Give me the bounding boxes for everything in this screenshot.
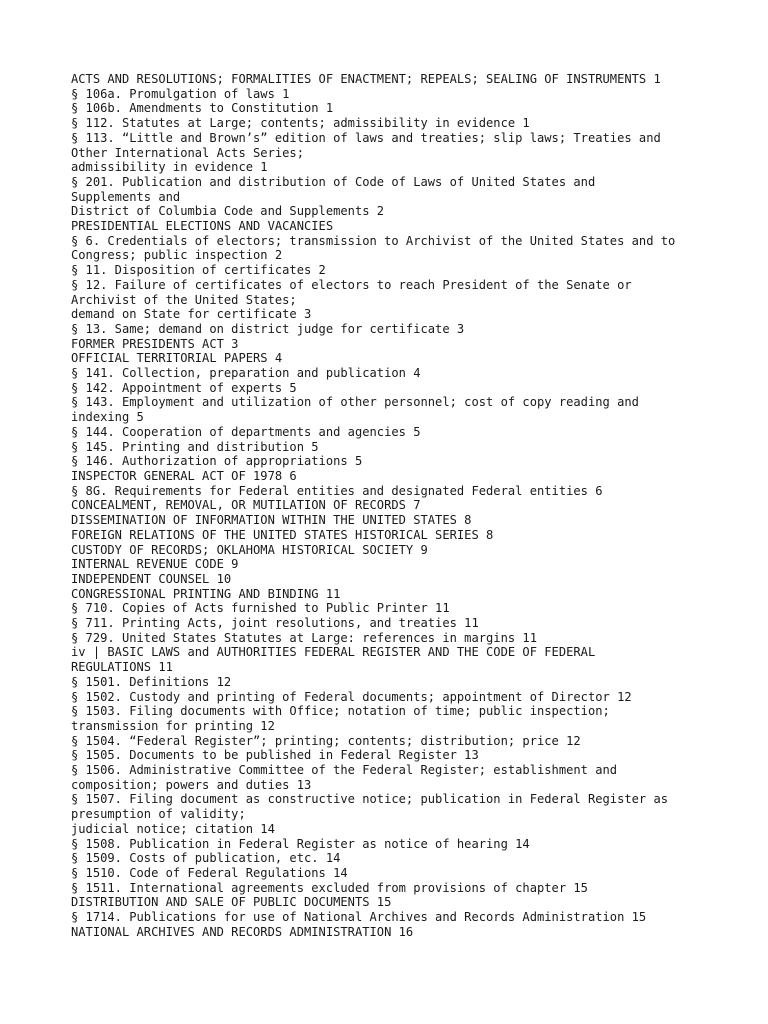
toc-entry-continuation: composition; powers and duties 13 [71, 777, 312, 792]
toc-entry: § 112. Statutes at Large; contents; admissibility in evidence 1 [71, 116, 530, 131]
toc-entry-continuation: Supplements and [71, 189, 181, 204]
toc-entry-continuation: admissibility in evidence 1 [71, 160, 268, 175]
toc-entry: § 1503. Filing documents with Office; notation of time; public inspection; [71, 704, 610, 719]
toc-entry-continuation: Congress; public inspection 2 [71, 248, 283, 263]
toc-heading: INSPECTOR GENERAL ACT OF 1978 6 [71, 468, 297, 483]
toc-heading: DISTRIBUTION AND SALE OF PUBLIC DOCUMENTS 15 [71, 895, 392, 910]
toc-entry-continuation: indexing 5 [71, 410, 144, 425]
toc-entry-continuation: transmission for printing 12 [71, 718, 275, 733]
toc-heading: DISSEMINATION OF INFORMATION WITHIN THE UNITED STATES 8 [71, 513, 472, 528]
toc-heading: CONCEALMENT, REMOVAL, OR MUTILATION OF RECORDS 7 [71, 498, 421, 513]
toc-entry: § 142. Appointment of experts 5 [71, 380, 297, 395]
toc-entry: § 1510. Code of Federal Regulations 14 [71, 865, 348, 880]
toc-heading: NATIONAL ARCHIVES AND RECORDS ADMINISTRATION 16 [71, 924, 414, 939]
toc-entry: § 1502. Custody and printing of Federal documents; appointment of Director 12 [71, 689, 632, 704]
toc-entry: § 13. Same; demand on district judge for certificate 3 [71, 321, 465, 336]
toc-entry-continuation: District of Columbia Code and Supplements 2 [71, 204, 385, 219]
toc-entry: § 141. Collection, preparation and publication 4 [71, 366, 421, 381]
toc-heading: ACTS AND RESOLUTIONS; FORMALITIES OF ENACTMENT; REPEALS; SEALING OF INSTRUMENTS 1 [71, 72, 661, 86]
toc-entry: § 710. Copies of Acts furnished to Public Printer 11 [71, 601, 450, 616]
toc-entry-continuation: presumption of validity; [71, 807, 246, 822]
toc-entry: § 1505. Documents to be published in Federal Register 13 [71, 748, 479, 763]
toc-entry-continuation: Archivist of the United States; [71, 292, 297, 307]
toc-entry: § 1509. Costs of publication, etc. 14 [71, 851, 341, 866]
toc-entry: § 1507. Filing document as constructive notice; publication in Federal Register as [71, 792, 669, 807]
toc-heading: INDEPENDENT COUNSEL 10 [71, 571, 232, 586]
table-of-contents [71, 72, 711, 939]
toc-entry: § 8G. Requirements for Federal entities and designated Federal entities 6 [71, 483, 603, 498]
toc-entry: § 1714. Publications for use of National Archives and Records Administration 15 [71, 910, 647, 925]
toc-heading: OFFICIAL TERRITORIAL PAPERS 4 [71, 351, 283, 366]
toc-entry: § 143. Employment and utilization of other personnel; cost of copy reading and [71, 395, 639, 410]
toc-heading: CUSTODY OF RECORDS; OKLAHOMA HISTORICAL SOCIETY 9 [71, 542, 428, 557]
toc-heading: PRESIDENTIAL ELECTIONS AND VACANCIES [71, 219, 334, 234]
toc-entry: § 1511. International agreements excluded from provisions of chapter 15 [71, 880, 588, 895]
toc-entry: § 106b. Amendments to Constitution 1 [71, 101, 334, 116]
toc-heading: CONGRESSIONAL PRINTING AND BINDING 11 [71, 586, 341, 601]
toc-entry: § 12. Failure of certificates of electors to reach President of the Senate or [71, 277, 632, 292]
toc-entry: § 6. Credentials of electors; transmission to Archivist of the United States and to [71, 233, 676, 248]
toc-entry-continuation: Other International Acts Series; [71, 145, 304, 160]
running-header-continuation: REGULATIONS 11 [71, 660, 173, 675]
toc-entry: § 144. Cooperation of departments and agencies 5 [71, 424, 421, 439]
toc-heading: INTERNAL REVENUE CODE 9 [71, 557, 239, 572]
toc-entry: § 145. Printing and distribution 5 [71, 439, 319, 454]
toc-entry: § 11. Disposition of certificates 2 [71, 263, 326, 278]
toc-entry: § 1504. “Federal Register”; printing; contents; distribution; price 12 [71, 733, 581, 748]
toc-entry: § 146. Authorization of appropriations 5 [71, 454, 363, 469]
toc-entry: § 106a. Promulgation of laws 1 [71, 86, 290, 101]
toc-heading: FOREIGN RELATIONS OF THE UNITED STATES HISTORICAL SERIES 8 [71, 527, 494, 542]
toc-entry: § 729. United States Statutes at Large: references in margins 11 [71, 630, 537, 645]
toc-entry-continuation: judicial notice; citation 14 [71, 821, 275, 836]
running-header: iv | BASIC LAWS and AUTHORITIES FEDERAL REGISTER AND THE CODE OF FEDERAL [71, 645, 596, 660]
toc-heading: FORMER PRESIDENTS ACT 3 [71, 336, 239, 351]
toc-entry-continuation: demand on State for certificate 3 [71, 307, 312, 322]
toc-entry: § 1508. Publication in Federal Register as notice of hearing 14 [71, 836, 530, 851]
toc-entry: § 201. Publication and distribution of Code of Laws of United States and [71, 174, 596, 189]
toc-entry: § 1501. Definitions 12 [71, 674, 232, 689]
toc-entry: § 711. Printing Acts, joint resolutions, and treaties 11 [71, 616, 479, 631]
toc-entry: § 1506. Administrative Committee of the Federal Register; establishment and [71, 763, 618, 778]
toc-entry: § 113. “Little and Brown’s” edition of laws and treaties; slip laws; Treaties and [71, 130, 661, 145]
